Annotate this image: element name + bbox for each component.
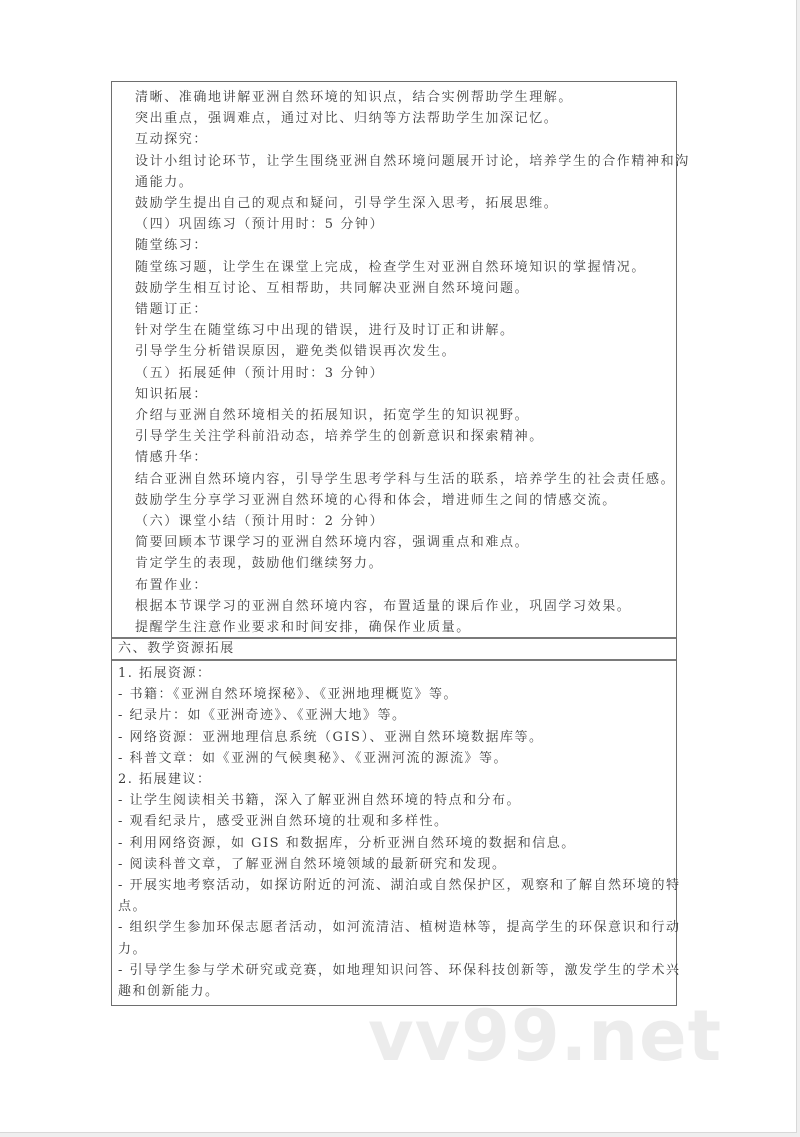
text-line: 鼓励学生提出自己的观点和疑问，引导学生深入思考，拓展思维。: [135, 196, 559, 212]
section-header-resources: 六、教学资源拓展: [118, 641, 235, 656]
text-line: 根据本节课学习的亚洲自然环境内容，布置适量的课后作业，巩固学习效果。: [135, 598, 632, 614]
text-line: 鼓励学生分享学习亚洲自然环境的心得和体会，增进师生之间的情感交流。: [135, 492, 617, 508]
subheading: 知识拓展：: [135, 386, 209, 402]
subheading: 布置作业：: [135, 577, 209, 593]
step-heading: （六）课堂小结（预计用时：2 分钟）: [135, 514, 385, 530]
text-line: 简要回顾本节课学习的亚洲自然环境内容，强调重点和难点。: [135, 535, 530, 551]
text-line: 设计小组讨论环节，让学生围绕亚洲自然环境问题展开讨论，培养学生的合作精神和沟: [135, 153, 690, 169]
list-item: - 让学生阅读相关书籍，深入了解亚洲自然环境的特点和分布。: [118, 793, 522, 809]
list-item: - 网络资源：亚洲地理信息系统（GIS）、亚洲自然环境数据库等。: [118, 729, 544, 745]
subheading: 错题订正：: [135, 302, 209, 318]
text-line: 针对学生在随堂练习中出现的错误，进行及时订正和讲解。: [135, 323, 515, 339]
list-item: - 观看纪录片，感受亚洲自然环境的壮观和多样性。: [118, 814, 449, 830]
lesson-plan-table: [111, 81, 690, 1006]
subheading: 情感升华：: [135, 450, 209, 466]
list-item: - 纪录片：如《亚洲奇迹》、《亚洲大地》等。: [118, 708, 407, 724]
text-line: 肯定学生的表现，鼓励他们继续努力。: [135, 556, 384, 572]
watermark: vv99.net: [368, 995, 723, 1077]
list-item: - 开展实地考察活动，如探访附近的河流、湖泊或自然保护区，观察和了解自然环境的特: [118, 878, 681, 894]
list-item: - 利用网络资源，如 GIS 和数据库，分析亚洲自然环境的数据和信息。: [118, 835, 576, 851]
text-line: 清晰、准确地讲解亚洲自然环境的知识点，结合实例帮助学生理解。: [135, 90, 574, 105]
text-line: 引导学生关注学科前沿动态，培养学生的创新意识和探索精神。: [135, 429, 544, 445]
subheading: 2. 拓展建议：: [118, 772, 212, 788]
text-line: 提醒学生注意作业要求和时间安排，确保作业质量。: [135, 620, 471, 636]
list-item: - 组织学生参加环保志愿者活动，如河流清洁、植树造林等，提高学生的环保意识和行动: [118, 920, 681, 936]
resources-cell: [112, 661, 681, 1005]
subheading: 随堂练习：: [135, 238, 209, 254]
list-item-continuation: 趣和创新能力。: [118, 984, 220, 1000]
list-item: - 科普文章：如《亚洲的气候奥秘》、《亚洲河流的源流》等。: [118, 750, 509, 766]
step-heading: （五）拓展延伸（预计用时：3 分钟）: [135, 365, 385, 381]
text-line: 通能力。: [135, 174, 194, 190]
text-line: 随堂练习题，让学生在课堂上完成，检查学生对亚洲自然环境知识的掌握情况。: [135, 259, 647, 275]
text-line: 引导学生分析错误原因，避免类似错误再次发生。: [135, 344, 457, 360]
subheading: 互动探究：: [135, 132, 209, 148]
step-heading: （四）巩固练习（预计用时：5 分钟）: [135, 217, 385, 233]
text-line: 介绍与亚洲自然环境相关的拓展知识，拓宽学生的知识视野。: [135, 408, 530, 424]
list-item-continuation: 力。: [118, 941, 148, 957]
list-item: - 引导学生参与学术研究或竞赛，如地理知识问答、环保科技创新等，激发学生的学术兴: [118, 962, 681, 978]
text-line: 突出重点，强调难点，通过对比、归纳等方法帮助学生加深记忆。: [135, 111, 559, 127]
list-item: - 书籍：《亚洲自然环境探秘》、《亚洲地理概览》等。: [118, 687, 459, 703]
text-line: 结合亚洲自然环境内容，引导学生思考学科与生活的联系，培养学生的社会责任感。: [135, 471, 676, 487]
list-item-continuation: 点。: [118, 899, 148, 915]
teaching-process-cell: [112, 82, 690, 637]
subheading: 1. 拓展资源：: [118, 666, 212, 681]
list-item: - 阅读科普文章，了解亚洲自然环境领域的最新研究和发现。: [118, 856, 507, 872]
text-line: 鼓励学生相互讨论、互相帮助，共同解决亚洲自然环境问题。: [135, 280, 530, 296]
